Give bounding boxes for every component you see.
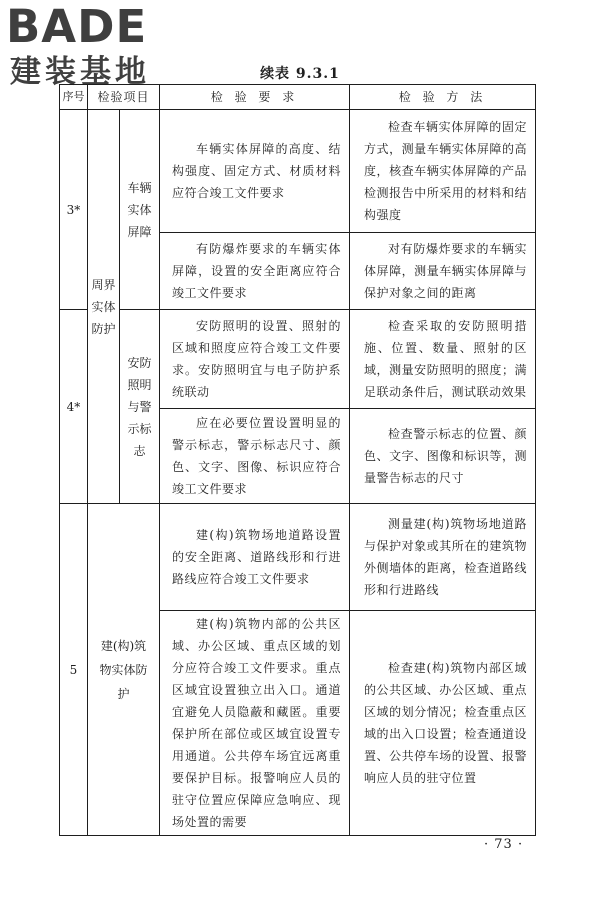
requirement-cell: 安防照明的设置、照射的区域和照度应符合竣工文件要求。安防照明宜与电子防护系统联动 [160,310,350,409]
table-caption: 续表 9.3.1 [260,66,340,82]
method-cell: 检查建(构)筑物内部区域的公共区域、办公区域、重点区域的划分情况；检查重点区域的出入口设置；检查通道设置、公共停车场的设置、报警响应人员的驻守位置 [350,611,536,836]
table-row [60,310,536,409]
item-group-label: 周界实体防护 [91,277,116,336]
requirement-cell: 建(构)筑物场地道路设置的安全距离、道路线形和行进路线应符合竣工文件要求 [160,504,350,611]
sub-item-label: 车辆实体屏障 [127,180,152,239]
method-cell: 对有防爆炸要求的车辆实体屏障，测量车辆实体屏障与保护对象之间的距离 [350,233,536,310]
method-cell: 检查采取的安防照明措施、位置、数量、照射的区域，测量安防照明的照度；满足联动条件后，测试联动效果 [350,310,536,409]
header-no: 序号 [60,85,88,110]
requirement-cell: 建(构)筑物内部的公共区域、办公区域、重点区域的划分应符合竣工文件要求。重点区域宜设置独立出入口。通道宜避免人员隐蔽和藏匿。重要保护所在部位或区域宜设置专用通道。公共停车场宜远离重要保护目标。报警响应人员的驻守位置应保障应急响应、现场处置的需要 [160,611,350,836]
method-cell: 检查车辆实体屏障的固定方式，测量车辆实体屏障的高度，核查车辆实体屏障的产品检测报告中所采用的材料和结构强度 [350,110,536,233]
table-row [60,504,536,611]
item-group [88,110,120,504]
sub-item [120,310,160,504]
method-cell: 检查警示标志的位置、颜色、文字、图像和标识等，测量警告标志的尺寸 [350,409,536,504]
page-number: · 73 · [484,837,524,852]
sub-item-label: 安防照明与警示标志 [127,355,152,458]
table-row [60,110,536,233]
row-number: 3* [60,110,88,310]
watermark-logo-sub: 建装基地 [10,54,150,90]
method-cell: 测量建(构)筑物场地道路与保护对象或其所在的建筑物外侧墙体的距离，检查道路线形和行进路线 [350,504,536,611]
header-requirement: 检 验 要 求 [160,85,350,110]
sub-item [120,110,160,310]
sub-item-label: 建(构)筑物实体防护 [99,638,148,701]
inspection-table [59,84,536,836]
requirement-cell: 有防爆炸要求的车辆实体屏障，设置的安全距离应符合竣工文件要求 [160,233,350,310]
header-item: 检验项目 [88,85,160,110]
row-number: 4* [60,310,88,504]
header-method: 检 验 方 法 [350,85,536,110]
watermark-logo-main: BADE [6,0,148,53]
row-number: 5 [60,504,88,836]
table-header-row [60,85,536,110]
requirement-cell: 车辆实体屏障的高度、结构强度、固定方式、材质材料应符合竣工文件要求 [160,110,350,233]
sub-item [88,504,160,836]
requirement-cell: 应在必要位置设置明显的警示标志，警示标志尺寸、颜色、文字、图像、标识应符合竣工文件要求 [160,409,350,504]
